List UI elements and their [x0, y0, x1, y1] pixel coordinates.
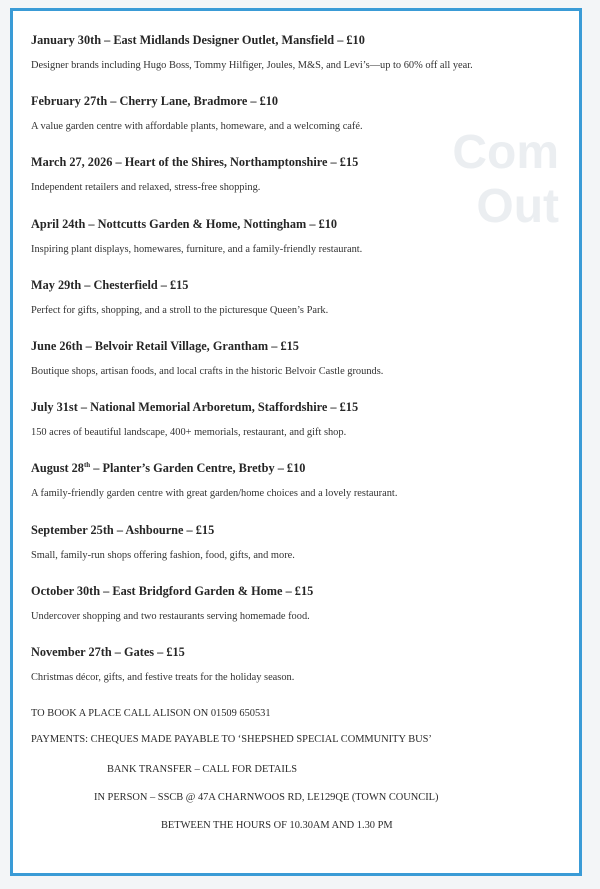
trip-february: [31, 92, 561, 153]
trip-may: [31, 276, 561, 337]
trip-title-rest: – Planter’s Garden Centre, Bretby – £10: [90, 461, 306, 476]
opening-hours-line: BETWEEN THE HOURS OF 10.30AM AND 1.30 PM: [161, 820, 393, 831]
trip-october: [31, 582, 561, 643]
trip-september: [31, 521, 561, 582]
trip-description: Inspiring plant displays, homewares, furniture, and a family-friendly restaurant.: [31, 243, 363, 255]
trip-title: November 27th – Gates – £15: [31, 644, 185, 659]
trip-title: February 27th – Cherry Lane, Bradmore – £10: [31, 94, 279, 109]
trip-august: [31, 459, 561, 520]
trip-title: May 29th – Chesterfield – £15: [31, 277, 189, 292]
trip-title-date: August 28: [31, 461, 84, 476]
trip-april: [31, 215, 561, 276]
trip-title: January 30th – East Midlands Designer Outlet, Mansfield – £10: [31, 33, 365, 47]
trip-description: Designer brands including Hugo Boss, Tommy Hilfiger, Joules, M&S, and Levi’s—up to 60% off all year.: [31, 60, 473, 71]
in-person-line: IN PERSON – SSCB @ 47A CHARNWOOS RD, LE129QE (TOWN COUNCIL): [94, 792, 439, 803]
trip-title: September 25th – Ashbourne – £15: [31, 522, 215, 537]
payments-line: PAYMENTS: CHEQUES MADE PAYABLE TO ‘SHEPSHED SPECIAL COMMUNITY BUS’: [31, 734, 432, 745]
trip-title: June 26th – Belvoir Retail Village, Grantham – £15: [31, 338, 299, 353]
trip-description: Undercover shopping and two restaurants serving homemade food.: [31, 610, 310, 622]
trip-title: April 24th – Nottcutts Garden & Home, Nottingham – £10: [31, 216, 338, 231]
booking-phone-line: TO BOOK A PLACE CALL ALISON ON 01509 650531: [31, 708, 271, 719]
booking-info: [31, 708, 561, 831]
trip-description: A family-friendly garden centre with great garden/home choices and a lovely restaurant.: [31, 488, 398, 500]
trip-description: Small, family-run shops offering fashion, food, gifts, and more.: [31, 549, 295, 561]
date-ordinal-suffix: th: [83, 461, 91, 470]
trip-description: 150 acres of beautiful landscape, 400+ memorials, restaurant, and gift shop.: [31, 427, 347, 439]
trip-description: Independent retailers and relaxed, stress-free shopping.: [31, 182, 261, 194]
trip-list: [31, 31, 561, 704]
trip-title: October 30th – East Bridgford Garden & Home – £15: [31, 583, 314, 598]
trip-june: [31, 337, 561, 398]
trip-march: [31, 153, 561, 214]
trip-november: [31, 643, 561, 704]
trip-title: March 27, 2026 – Heart of the Shires, Northamptonshire – £15: [31, 155, 359, 170]
bank-transfer-line: BANK TRANSFER – CALL FOR DETAILS: [107, 764, 297, 775]
trip-description: Perfect for gifts, shopping, and a stroll to the picturesque Queen’s Park.: [31, 304, 329, 316]
watermark-line-1: Com: [452, 126, 559, 179]
trip-title: [31, 459, 561, 477]
trip-title: July 31st – National Memorial Arboretum, Staffordshire – £15: [31, 400, 359, 415]
trip-july: [31, 398, 561, 459]
trip-description: A value garden centre with affordable plants, homeware, and a welcoming café.: [31, 121, 363, 133]
trip-description: Christmas décor, gifts, and festive treats for the holiday season.: [31, 671, 295, 683]
watermark-line-2: Out: [476, 180, 559, 233]
trip-description: Boutique shops, artisan foods, and local crafts in the historic Belvoir Castle grounds.: [31, 365, 384, 377]
trip-january: [31, 31, 561, 92]
